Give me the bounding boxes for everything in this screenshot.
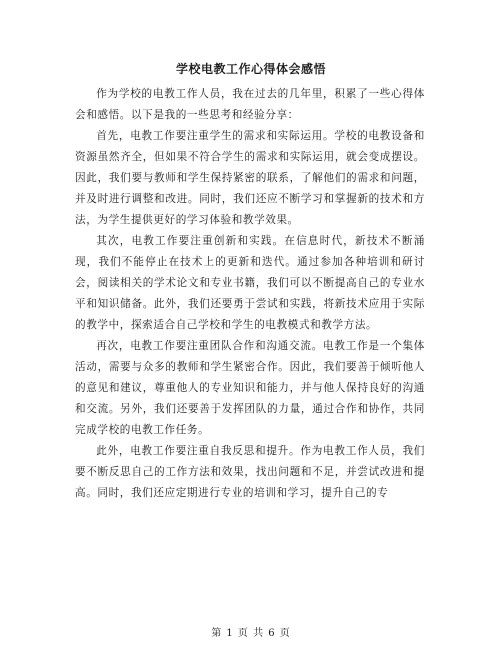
document-title: 学校电教工作心得体会感悟 bbox=[175, 62, 326, 76]
paragraph-second: 其次，电教工作要注重创新和实践。在信息时代，新技术不断涌现，我们不能停止在技术上的更新和迭代。通过参加各种培训和研讨会，阅读相关的学术论文和专业书籍，我们可以不断提高自己的专业水平和知识储备。此外，我们还要勇于尝试和实践，将新技术应用于实际的教学中，探索适合自己学校和学生的电教模式和教学方法。 bbox=[75, 235, 425, 331]
page-number-footer: 第 1 页 共 6 页 bbox=[211, 628, 291, 639]
paragraph-intro: 作为学校的电教工作人员，我在过去的几年里，积累了一些心得体会和感悟。以下是我的一些思考和经验分享： bbox=[75, 88, 425, 121]
paragraph-third: 再次，电教工作要注重团队合作和沟通交流。电教工作是一个集体活动，需要与众多的教师和学生紧密合作。因此，我们要善于倾听他人的意见和建议，尊重他人的专业知识和能力，并与他人保持良好的沟通和交流。另外，我们还要善于发挥团队的力量，通过合作和协作，共同完成学校的电教工作任务。 bbox=[75, 340, 425, 436]
paragraph-fourth: 此外，电教工作要注重自我反思和提升。作为电教工作人员，我们要不断反思自己的工作方法和效果，找出问题和不足，并尝试改进和提高。同时，我们还应定期进行专业的培训和学习，提升自己的专 bbox=[75, 445, 425, 499]
paragraph-first: 首先，电教工作要注重学生的需求和实际运用。学校的电教设备和资源虽然齐全，但如果不符合学生的需求和实际运用，就会变成摆设。因此，我们要与教师和学生保持紧密的联系，了解他们的需求和问题，并及时进行调整和改进。同时，我们还应不断学习和掌握新的技术和方法，为学生提供更好的学习体验和教学效果。 bbox=[75, 130, 425, 226]
document-body bbox=[75, 84, 425, 504]
